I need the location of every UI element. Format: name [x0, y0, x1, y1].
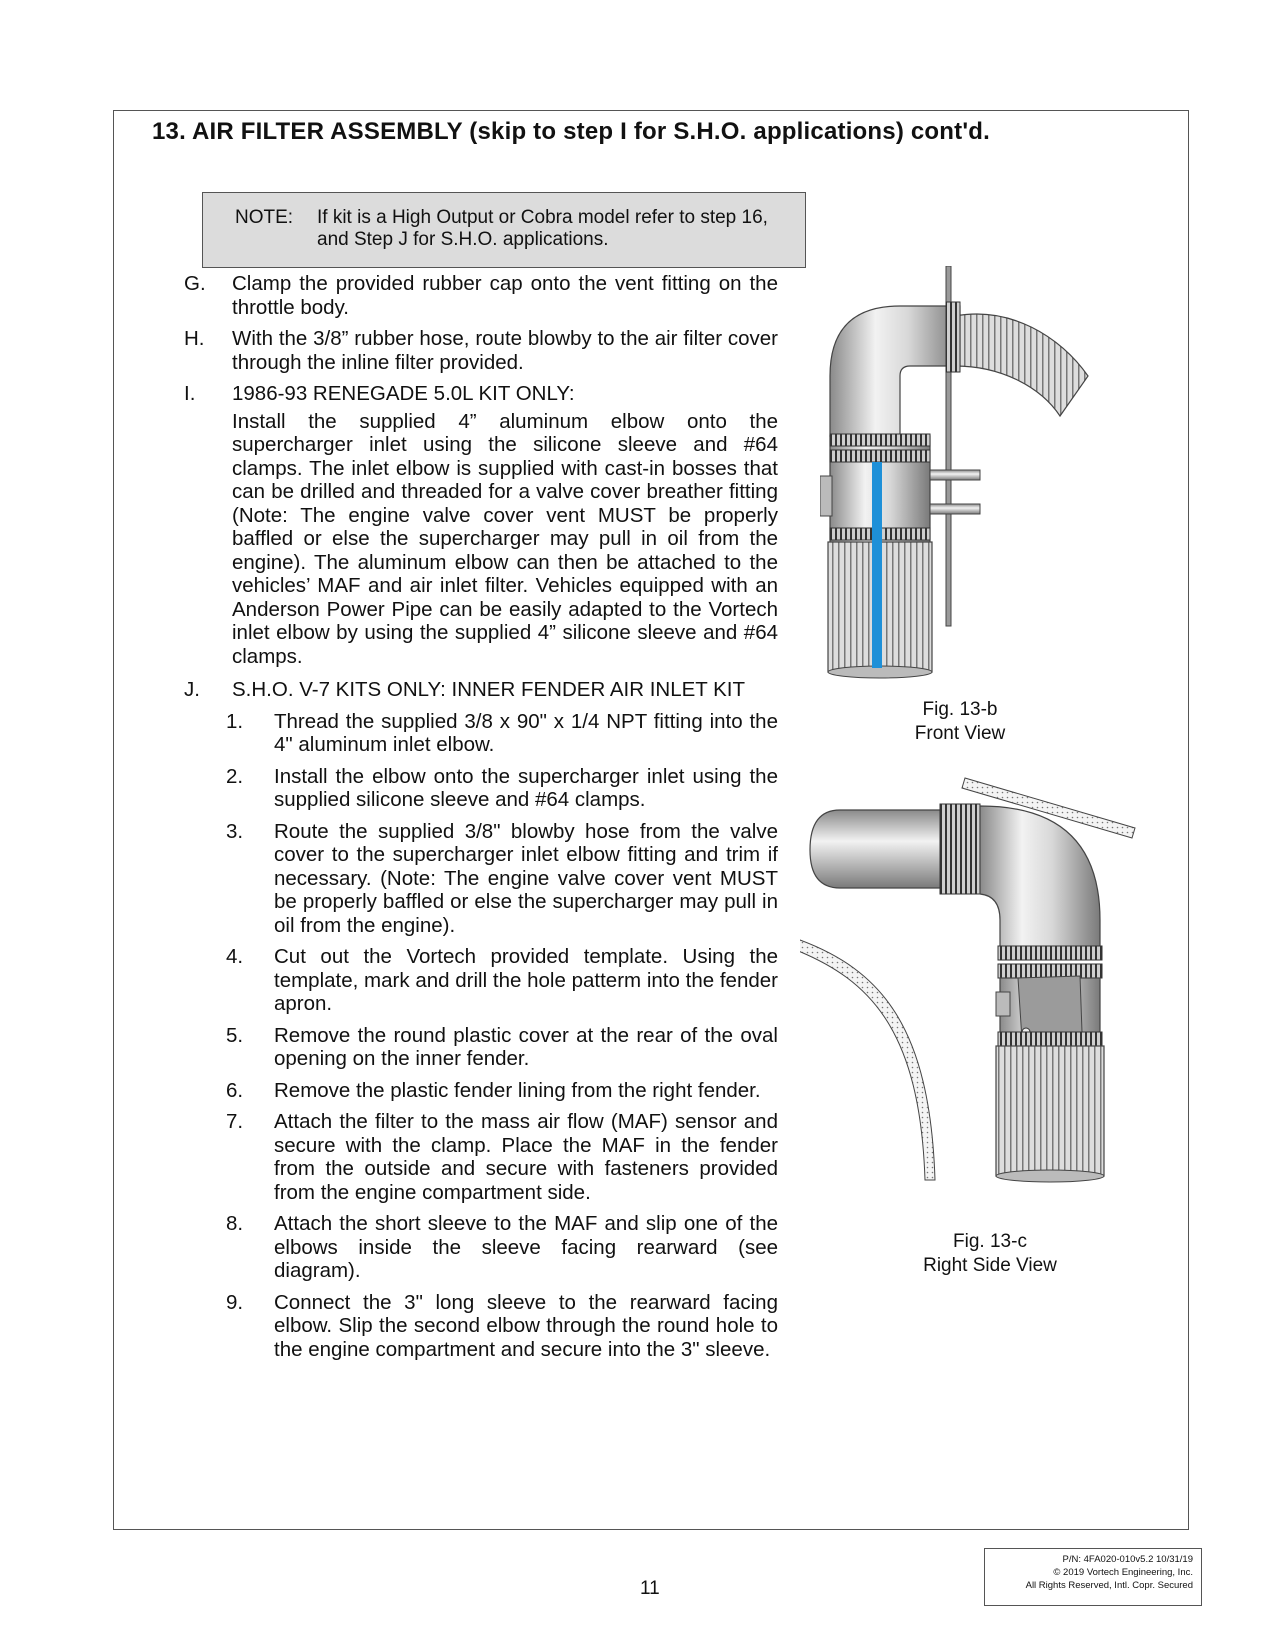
substep-marker: 8.: [226, 1212, 244, 1235]
substep-5: [184, 1024, 778, 1071]
step-text: With the 3/8” rubber hose, route blowby to the air filter cover through the inline filter provided.: [232, 327, 778, 374]
substep-marker: 7.: [226, 1110, 244, 1133]
part-number: P/N: 4FA020-010v5.2 10/31/19: [1062, 1554, 1193, 1565]
step-i: [184, 382, 778, 668]
figure-13c-caption: [900, 1230, 1080, 1278]
substep-text: Attach the filter to the mass air flow (MAF) sensor and secure with the clamp. Place the MAF in the fender from the outside and secure with fasteners provided from the engine compartment side.: [274, 1110, 778, 1204]
step-h: [184, 327, 778, 374]
note-label: NOTE:: [235, 207, 294, 228]
footer-copyright-box: [984, 1548, 1202, 1606]
substep-1: [184, 710, 778, 757]
substep-marker: 4.: [226, 945, 244, 968]
note-box: [202, 192, 806, 268]
substep-text: Remove the round plastic cover at the rear of the oval opening on the inner fender.: [274, 1023, 778, 1070]
page-number: 11: [640, 1578, 660, 1599]
copyright-line: © 2019 Vortech Engineering, Inc.: [1053, 1567, 1193, 1578]
figure-13b-caption: [890, 698, 1030, 746]
note-text: If kit is a High Output or Cobra model refer to step 16, and Step J for S.H.O. applications.: [317, 207, 768, 250]
step-heading: 1986-93 RENEGADE 5.0L KIT ONLY:: [232, 382, 575, 405]
substep-text: Connect the 3" long sleeve to the rearward facing elbow. Slip the second elbow through the round hole to the engine compartment and secure into the 3" sleeve.: [274, 1290, 778, 1361]
substep-8: [184, 1212, 778, 1283]
substep-text: Install the elbow onto the supercharger inlet using the supplied silicone sleeve and #64 clamps.: [274, 764, 778, 811]
section-title: 13. AIR FILTER ASSEMBLY (skip to step I for S.H.O. applications) cont'd.: [152, 118, 990, 145]
substep-text: Thread the supplied 3/8 x 90" x 1/4 NPT fitting into the 4" aluminum inlet elbow.: [274, 709, 778, 756]
step-marker: H.: [184, 327, 205, 350]
substep-text: Cut out the Vortech provided template. Using the template, mark and drill the hole patterm into the fender apron.: [274, 945, 778, 1015]
substep-6: [184, 1079, 778, 1103]
rights-line: All Rights Reserved, Intl. Copr. Secured: [1025, 1580, 1193, 1591]
substep-4: [184, 945, 778, 1016]
substep-marker: 3.: [226, 819, 244, 843]
substep-marker: 5.: [226, 1023, 244, 1047]
step-text: S.H.O. V-7 KITS ONLY: INNER FENDER AIR INLET KIT: [232, 678, 746, 701]
substep-marker: 1.: [226, 709, 244, 733]
figure-13c-number: Fig. 13-c: [953, 1231, 1027, 1252]
step-marker: I.: [184, 382, 196, 405]
substep-text: Remove the plastic fender lining from the right fender.: [274, 1078, 761, 1102]
substep-3: [184, 820, 778, 938]
step-paragraph: Install the supplied 4” aluminum elbow onto the supercharger inlet using the silicone sleeve and #64 clamps. The inlet elbow is supplied with cast-in bosses that can be drilled and threaded for a valve cover breather fitting (Note: The engine valve cover vent MUST be properly baffled or else the supercharger may pull in oil from the engine). The aluminum elbow can then be attached to the vehicles’ MAF and air inlet filter. Vehicles equipped with an Anderson Power Pipe can be easily adapted to the Vortech inlet elbow by using the supplied 4” silicone sleeve and #64 clamps.: [232, 409, 778, 668]
substep-7: [184, 1110, 778, 1204]
step-g: [184, 272, 778, 319]
substep-marker: 2.: [226, 764, 244, 788]
step-marker: G.: [184, 272, 206, 295]
substep-2: [184, 765, 778, 812]
figure-13b-view: Front View: [914, 723, 1006, 744]
step-text: Clamp the provided rubber cap onto the vent fitting on the throttle body.: [232, 272, 778, 319]
figure-13c-right-side-view: [800, 770, 1145, 1210]
figure-13c-view: Right Side View: [923, 1255, 1057, 1276]
step-marker: J.: [184, 678, 200, 701]
instruction-steps: [184, 272, 778, 1369]
substep-marker: 6.: [226, 1078, 244, 1102]
substep-marker: 9.: [226, 1290, 244, 1314]
substep-9: [184, 1291, 778, 1362]
substep-text: Route the supplied 3/8" blowby hose from the valve cover to the supercharger inlet elbow fitting and trim if necessary. (Note: The engine valve cover vent MUST be properly baffled or else the supercharger may pull in oil from the engine).: [274, 819, 778, 937]
substep-text: Attach the short sleeve to the MAF and slip one of the elbows inside the sleeve facing rearward (see diagram).: [274, 1212, 778, 1282]
figure-13b-front-view: [820, 266, 1140, 686]
figure-13b-number: Fig. 13-b: [922, 699, 998, 720]
step-j: [184, 678, 778, 702]
